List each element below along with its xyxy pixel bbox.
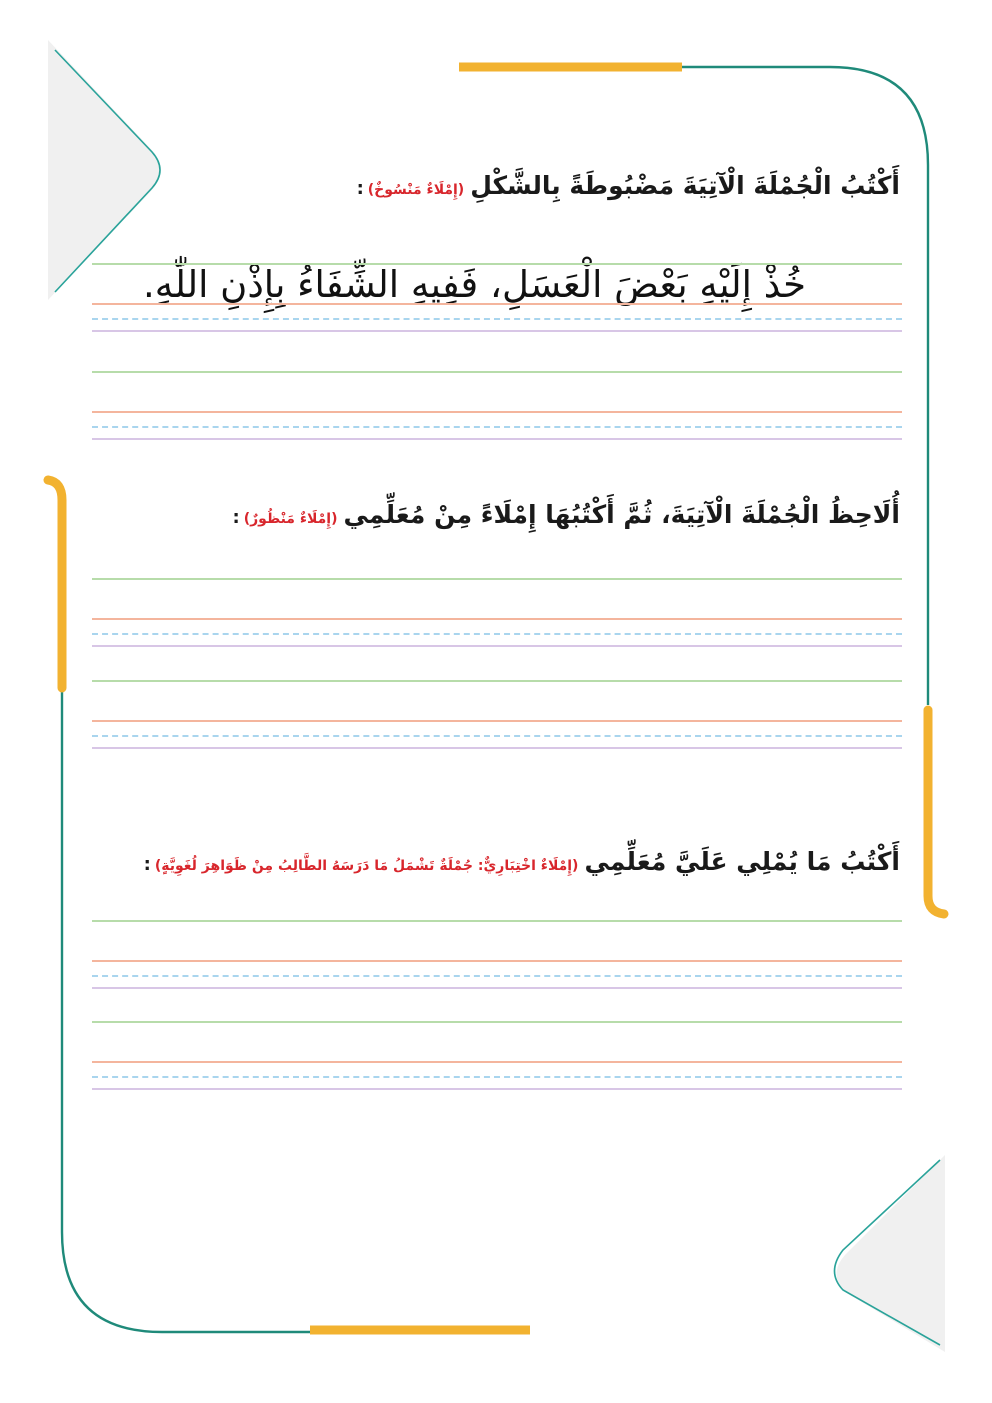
baseline-green — [92, 263, 902, 265]
section-2-note: (إِمْلَاءٌ مَنْظُورٌ) — [243, 511, 338, 527]
baseline-purple — [92, 330, 902, 332]
writing-line-group[interactable] — [92, 680, 902, 750]
section-1-heading — [357, 166, 900, 210]
writing-line-group[interactable] — [92, 263, 902, 333]
writing-line-group[interactable] — [92, 371, 902, 441]
baseline-purple — [92, 438, 902, 440]
section-2-heading — [233, 495, 900, 539]
writing-line-group[interactable] — [92, 1021, 902, 1091]
baseline-orange — [92, 411, 902, 413]
writing-line-group[interactable] — [92, 578, 902, 648]
baseline-blue-dashed — [92, 735, 902, 737]
section-1-instruction: أَكْتُبُ الْجُمْلَةَ الْآتِيَةَ مَضْبُوطَةً بِالشَّكْلِ — [470, 171, 900, 200]
section-3-instruction: أَكْتُبُ مَا يُمْلِي عَلَيَّ مُعَلِّمِي — [584, 847, 900, 876]
section-3-colon: : — [143, 854, 151, 875]
baseline-purple — [92, 1088, 902, 1090]
corner-decoration-bottom-right — [837, 1155, 946, 1352]
baseline-orange — [92, 720, 902, 722]
baseline-blue-dashed — [92, 975, 902, 977]
baseline-green — [92, 371, 902, 373]
baseline-blue-dashed — [92, 318, 902, 320]
model-sentence: خُذْ إِلَيْهِ بَعْضَ الْعَسَلِ، فَفِيهِ الشِّفَاءُ بِإِذْنِ اللّٰهِ. — [142, 263, 806, 306]
baseline-orange — [92, 960, 902, 962]
baseline-purple — [92, 645, 902, 647]
accent-left — [48, 480, 62, 688]
baseline-purple — [92, 987, 902, 989]
baseline-orange — [92, 303, 902, 305]
baseline-green — [92, 680, 902, 682]
section-3-heading — [144, 842, 900, 886]
baseline-green — [92, 920, 902, 922]
baseline-orange — [92, 1061, 902, 1063]
section-1-note: (إِمْلَاءٌ مَنْسُوخٌ) — [367, 182, 465, 198]
baseline-purple — [92, 747, 902, 749]
section-3-note: (إِمْلَاءٌ اخْتِبَارِيٌّ: جُمْلَةٌ تَشْمَلُ مَا دَرَسَهُ الطَّالِبُ مِنْ ظَوَاهِرَ لُغَوِيَّةٍ) — [154, 858, 579, 874]
section-2-instruction: أُلَاحِظُ الْجُمْلَةَ الْآتِيَةَ، ثُمَّ أَكْتُبُهَا إِمْلَاءً مِنْ مُعَلِّمِي — [343, 500, 900, 529]
baseline-blue-dashed — [92, 426, 902, 428]
section-2-colon: : — [232, 507, 240, 528]
section-1-colon: : — [356, 178, 364, 199]
baseline-blue-dashed — [92, 633, 902, 635]
accent-right — [928, 710, 944, 914]
frame-border-left-bottom — [62, 688, 310, 1332]
writing-line-group[interactable] — [92, 920, 902, 990]
baseline-green — [92, 578, 902, 580]
baseline-orange — [92, 618, 902, 620]
baseline-blue-dashed — [92, 1076, 902, 1078]
baseline-green — [92, 1021, 902, 1023]
